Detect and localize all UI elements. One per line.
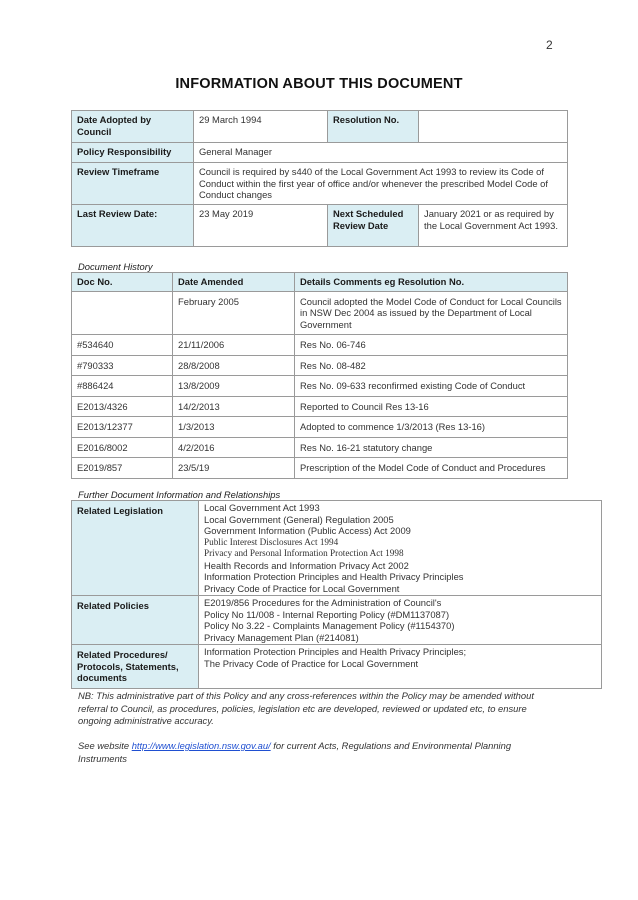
resolution-value	[419, 111, 568, 143]
history-date: 28/8/2008	[173, 355, 295, 376]
table-row	[72, 335, 568, 356]
history-date: 21/11/2006	[173, 335, 295, 356]
administrative-note: NB: This administrative part of this Policy and any cross-references within the Policy may be amended without referral to Council, as procedures, policies, legislation etc are developed, reviewed or updated etc, to ensure ongoing administrative accuracy.	[78, 690, 534, 726]
document-info-table	[71, 110, 568, 247]
table-row	[72, 417, 568, 438]
history-date: 1/3/2013	[173, 417, 295, 438]
table-row	[72, 437, 568, 458]
history-doc-no	[72, 291, 173, 335]
history-details: Res No. 06-746	[295, 335, 568, 356]
history-details: Adopted to commence 1/3/2013 (Res 13-16)	[295, 417, 568, 438]
history-date: 4/2/2016	[173, 437, 295, 458]
history-doc-no: #886424	[72, 376, 173, 397]
related-legislation-label: Related Legislation	[72, 501, 199, 596]
related-policies-list	[199, 596, 602, 645]
list-item: Local Government Act 1993	[204, 502, 320, 513]
page-title: INFORMATION ABOUT THIS DOCUMENT	[175, 76, 463, 92]
table-row	[72, 376, 568, 397]
history-date: 23/5/19	[173, 458, 295, 479]
table-row	[72, 458, 568, 479]
history-details: Res No. 09-633 reconfirmed existing Code of Conduct	[295, 376, 568, 397]
history-doc-no: #790333	[72, 355, 173, 376]
history-header-date: Date Amended	[173, 273, 295, 292]
list-item: E2019/856 Procedures for the Administration of Council's	[204, 597, 442, 608]
table-row	[72, 396, 568, 417]
page-number: 2	[546, 38, 553, 52]
further-info-caption: Further Document Information and Relationships	[78, 489, 281, 500]
related-legislation-list	[199, 501, 602, 596]
next-review-value: January 2021 or as required by the Local Government Act 1993.	[419, 205, 568, 247]
website-note-suffix: for current Acts, Regulations and Environmental Planning Instruments	[78, 740, 512, 764]
related-procedures-list	[199, 645, 602, 689]
further-info-table	[71, 500, 602, 689]
website-note	[78, 740, 558, 765]
last-review-value: 23 May 2019	[194, 205, 328, 247]
list-item: Health Records and Information Privacy Act 2002	[204, 559, 409, 571]
next-review-label: Next Scheduled Review Date	[328, 205, 419, 247]
history-doc-no: E2013/12377	[72, 417, 173, 438]
related-policies-label: Related Policies	[72, 596, 199, 645]
review-timeframe-value: Council is required by s440 of the Local Government Act 1993 to review its Code of Conduct within the first year of office and/or whenever the prescribed Model Code of Conduct changes	[194, 163, 568, 205]
history-details: Res No. 16-21 statutory change	[295, 437, 568, 458]
list-item: The Privacy Code of Practice for Local Government	[204, 657, 419, 669]
table-row	[72, 291, 568, 335]
policy-responsibility-value: General Manager	[194, 143, 568, 163]
history-details: Reported to Council Res 13-16	[295, 396, 568, 417]
policy-responsibility-label: Policy Responsibility	[72, 143, 194, 163]
history-date: February 2005	[173, 291, 295, 335]
document-history-caption: Document History	[78, 261, 153, 272]
history-date: 13/8/2009	[173, 376, 295, 397]
history-doc-no: E2013/4326	[72, 396, 173, 417]
document-history-table	[71, 272, 568, 479]
list-item: Information Protection Principles and Health Privacy Principles	[204, 571, 464, 582]
list-item: Policy No 11/008 - Internal Reporting Policy (#DM1137087)	[204, 608, 450, 620]
last-review-label: Last Review Date:	[72, 205, 194, 247]
history-header-details: Details Comments eg Resolution No.	[295, 273, 568, 292]
history-details: Res No. 08-482	[295, 355, 568, 376]
history-doc-no: #534640	[72, 335, 173, 356]
resolution-label: Resolution No.	[328, 111, 419, 143]
website-note-prefix: See website	[78, 740, 132, 751]
list-item: Privacy and Personal Information Protection Act 1998	[204, 548, 404, 558]
list-item: Privacy Management Plan (#214081)	[204, 631, 359, 643]
history-date: 14/2/2013	[173, 396, 295, 417]
history-header-doc-no: Doc No.	[72, 273, 173, 292]
history-doc-no: E2019/857	[72, 458, 173, 479]
review-timeframe-label: Review Timeframe	[72, 163, 194, 205]
date-adopted-value: 29 March 1994	[194, 111, 328, 143]
list-item: Public Interest Disclosures Act 1994	[204, 536, 339, 547]
list-item: Government Information (Public Access) Act 2009	[204, 525, 411, 536]
table-row	[72, 355, 568, 376]
legislation-website-link[interactable]: http://www.legislation.nsw.gov.au/	[131, 740, 271, 751]
history-details: Council adopted the Model Code of Conduct for Local Councils in NSW Dec 2004 as issued by the Department of Local Government	[295, 291, 568, 335]
date-adopted-label: Date Adopted by Council	[72, 111, 194, 143]
related-procedures-label: Related Procedures/ Protocols, Statements, documents	[72, 645, 199, 689]
list-item: Local Government (General) Regulation 2005	[204, 513, 394, 525]
list-item: Privacy Code of Practice for Local Government	[204, 582, 400, 594]
list-item: Information Protection Principles and Health Privacy Principles;	[204, 646, 467, 657]
history-details: Prescription of the Model Code of Conduct and Procedures	[295, 458, 568, 479]
list-item: Policy No 3.22 - Complaints Management Policy (#1154370)	[204, 620, 455, 631]
history-doc-no: E2016/8002	[72, 437, 173, 458]
